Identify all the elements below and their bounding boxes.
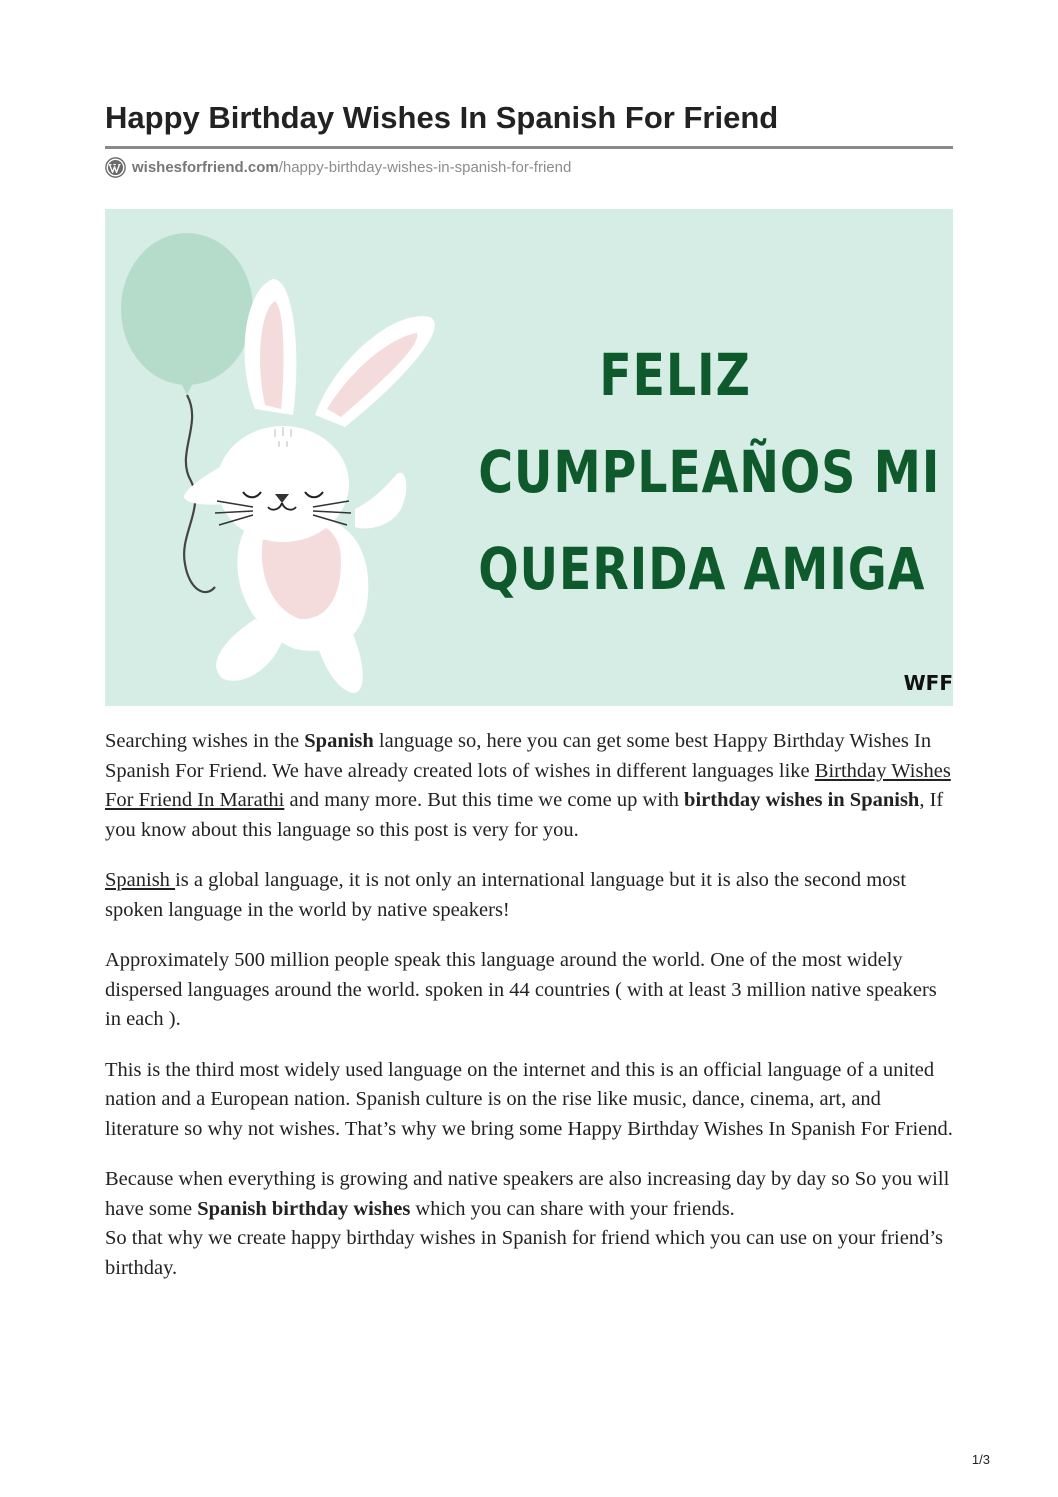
paragraph-6: So that why we create happy birthday wishes in Spanish for friend which you can use on your friend’s birthday. — [105, 1227, 944, 1279]
hero-image — [105, 209, 953, 706]
text-run: and many more. But this time we come up with — [284, 789, 685, 811]
text-run: which you can share with your friends. — [410, 1197, 735, 1220]
hero-watermark: WFF — [903, 671, 953, 695]
bold-run: Spanish — [304, 730, 374, 752]
balloon-shape — [121, 233, 253, 385]
bold-run: Spanish birthday wishes — [197, 1197, 411, 1220]
text-run: Searching wishes in the — [105, 730, 305, 752]
source-domain[interactable]: wishesforfriend.com — [132, 158, 279, 176]
hero-greeting — [478, 327, 941, 618]
title-divider — [105, 146, 953, 149]
source-line — [105, 156, 571, 178]
wordpress-icon — [105, 157, 126, 178]
spanish-link[interactable]: Spanish — [105, 869, 176, 891]
text-run: language so, here you can get some best Happy Birthday Wishes In Spanish For Friend. We have already created lots of wishes in different languages like — [105, 730, 932, 782]
hero-line-1: FELIZ — [599, 341, 751, 409]
paragraph-2 — [105, 866, 957, 925]
page-title: Happy Birthday Wishes In Spanish For Friend — [105, 100, 779, 135]
paragraph-5 — [105, 1165, 957, 1224]
text-run: Because when everything is growing and native speakers are also increasing day by day so So you will have some — [105, 1168, 950, 1220]
page-number: 1/3 — [971, 1452, 990, 1467]
text-run: , If you know about this language so this post is very for you. — [105, 789, 944, 841]
hero-line-3: QUERIDA AMIGA — [478, 535, 926, 603]
text-run: is a global language, it is not only an international language but it is also the second most spoken language in the world by native speakers! — [105, 869, 907, 921]
paragraph-3: Approximately 500 million people speak this language around the world. One of the most widely dispersed languages around the world. spoken in 44 countries ( with at least 3 million native speakers in each ). — [105, 949, 937, 1030]
source-path[interactable]: /happy-birthday-wishes-in-spanish-for-friend — [278, 158, 572, 176]
article-body — [105, 727, 957, 1304]
bold-run: birthday wishes in Spanish — [684, 789, 920, 811]
paragraph-4: This is the third most widely used language on the internet and this is an official language of a united nation and a European nation. Spanish culture is on the rise like music, dance, cinema, art, and literature so why not wishes. That’s why we bring some Happy Birthday Wishes In Spanish For Friend. — [105, 1058, 953, 1140]
marathi-wishes-link[interactable]: Birthday Wishes For Friend In Marathi — [105, 759, 951, 811]
paragraph-1 — [105, 727, 957, 845]
hero-line-2: CUMPLEAÑOS MI — [478, 438, 941, 506]
